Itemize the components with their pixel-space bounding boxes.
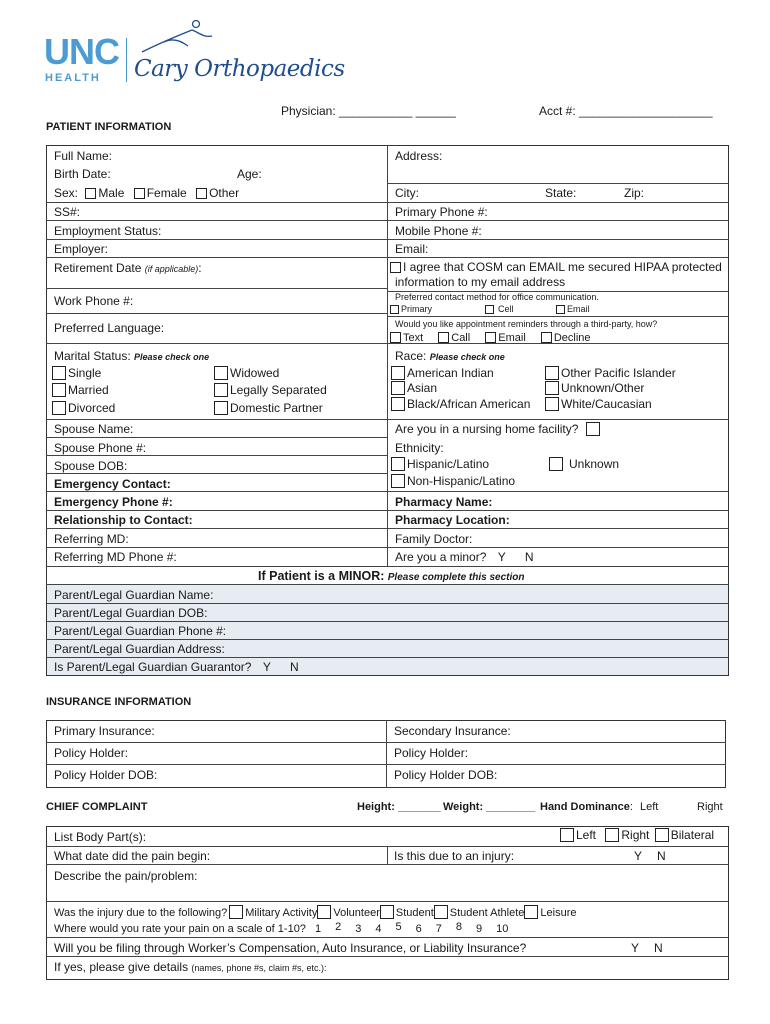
details-label: If yes, please give details [54,960,189,974]
referring-md-phone-field[interactable]: Referring MD Phone #: [54,550,177,564]
retirement-colon: : [198,261,202,275]
patient-information-title: PATIENT INFORMATION [46,121,172,133]
pain-scale-question: Where would you rate your pain on a scale of 1-10? [54,923,306,935]
guardian-guarantor-row [54,660,299,674]
minor-section-title [258,569,524,585]
divorced-checkbox[interactable] [52,401,66,415]
physician-field[interactable]: Physician: ___________ ______ [281,104,456,118]
male-checkbox[interactable] [85,188,96,199]
minor-title: If Patient is a MINOR: [258,569,385,583]
contact-primary-option: Primary [390,304,432,314]
minor-no-option[interactable]: N [524,550,534,564]
workers-comp-yes-option[interactable]: Y [631,941,640,955]
female-checkbox[interactable] [134,188,145,199]
pain-scale-option-10[interactable]: 10 [496,923,509,935]
single-checkbox[interactable] [52,366,66,380]
student-athlete-checkbox[interactable] [434,905,448,919]
marital-status-label: Marital Status: [54,349,131,363]
race-white-option: White/Caucasian [545,397,652,411]
secondary-holder-dob-field[interactable]: Policy Holder DOB: [394,768,498,782]
guardian-phone-field[interactable]: Parent/Legal Guardian Phone #: [54,624,227,638]
domestic-partner-checkbox[interactable] [214,401,228,415]
weight-field[interactable]: Weight: ________ [443,801,536,813]
race-unknown-option: Unknown/Other [545,381,644,395]
describe-pain-field[interactable]: Describe the pain/problem: [54,869,198,883]
pain-scale-option-2[interactable]: 2 [335,921,342,933]
nursing-home-row [395,422,602,436]
primary-policy-holder-field[interactable]: Policy Holder: [54,746,129,760]
ethnicity-hispanic-option: Hispanic/Latino [391,457,489,471]
account-number-field[interactable]: Acct #: ____________________ [539,104,713,118]
reminders-options: Text Call Email Decline [390,331,591,345]
race-heading [395,349,505,364]
email-consent-checkbox[interactable] [390,262,401,273]
zip-field[interactable]: Zip: [624,186,645,200]
referring-md-field[interactable]: Referring MD: [54,532,129,546]
marital-single-option: Single [52,366,101,380]
employment-status-field[interactable]: Employment Status: [54,224,162,238]
nursing-home-checkbox[interactable] [586,422,600,436]
guarantor-no-option[interactable]: N [289,660,299,674]
race-label: Race: [395,349,427,363]
workers-comp-no-option[interactable]: N [654,941,663,955]
widowed-checkbox[interactable] [214,366,228,380]
pain-scale-row [54,922,508,936]
spouse-dob-field[interactable]: Spouse DOB: [54,459,128,473]
nursing-home-question: Are you in a nursing home facility? [395,422,579,436]
body-side-options: Left Right Bilateral [560,828,714,842]
chief-complaint-title: CHIEF COMPLAINT [46,801,148,813]
hispanic-checkbox[interactable] [391,457,405,471]
male-label: Male [98,186,125,200]
minor-question-row [395,550,534,564]
other-checkbox[interactable] [196,188,207,199]
pain-scale-option-7[interactable]: 7 [435,923,442,935]
other-label: Other [209,186,240,200]
pain-scale-option-3[interactable]: 3 [355,923,362,935]
email-field[interactable]: Email: [395,242,429,256]
guarantor-question: Is Parent/Legal Guardian Guarantor? [54,660,252,674]
email-consent-text-2: information to my email address [395,275,566,289]
side-bilateral-checkbox[interactable] [655,828,669,842]
marital-status-heading [54,349,209,364]
patient-column-divider [387,145,388,566]
primary-insurance-field[interactable]: Primary Insurance: [54,724,155,738]
secondary-policy-holder-field[interactable]: Policy Holder: [394,746,469,760]
white-caucasian-checkbox[interactable] [545,397,559,411]
asian-checkbox[interactable] [391,381,405,395]
injury-cause-question: Was the injury due to the following? [54,907,228,919]
pain-scale-option-4[interactable]: 4 [375,923,382,935]
unc-health-logo [44,31,126,84]
height-field[interactable]: Height: _______ [357,801,441,813]
minor-subtitle: Please complete this section [387,572,525,583]
marital-domestic-option: Domestic Partner [214,401,323,415]
email-consent-row [390,260,722,274]
guardian-address-field[interactable]: Parent/Legal Guardian Address: [54,642,225,656]
if-applicable-note: (if applicable) [144,264,199,274]
insurance-information-title: INSURANCE INFORMATION [46,696,192,708]
preferred-contact-label: Preferred contact method for office communication. [395,292,599,302]
contact-email-option: Email [556,304,590,314]
injury-question: Is this due to an injury: [394,849,515,863]
hand-dominance-row [540,800,658,814]
guarantor-yes-option[interactable]: Y [262,660,271,674]
emergency-contact-field[interactable]: Emergency Contact: [54,477,171,491]
pain-scale-option-1[interactable]: 1 [315,923,322,935]
guardian-dob-field[interactable]: Parent/Legal Guardian DOB: [54,606,208,620]
sex-label: Sex: [54,186,79,200]
pain-scale-option-8[interactable]: 8 [455,921,462,933]
state-field[interactable]: State: [545,186,577,200]
marital-separated-option: Legally Separated [214,383,327,397]
contact-email-checkbox[interactable] [556,305,565,314]
secondary-insurance-field[interactable]: Secondary Insurance: [394,724,511,738]
military-checkbox[interactable] [229,905,243,919]
ethnicity-label: Ethnicity: [395,441,444,455]
address-field[interactable]: Address: [395,149,443,163]
primary-phone-field[interactable]: Primary Phone #: [395,205,488,219]
reminder-email-checkbox[interactable] [485,332,496,343]
ethnicity-unknown-option: Unknown [549,457,619,471]
race-american-indian-option: American Indian [391,366,494,380]
marital-widowed-option: Widowed [214,366,279,380]
hand-dominance-label: Hand Dominance [540,801,630,813]
unknown-other-checkbox[interactable] [545,381,559,395]
ethnicity-unknown-checkbox[interactable] [549,457,563,471]
pharmacy-name-field[interactable]: Pharmacy Name: [395,495,493,509]
city-field[interactable]: City: [395,186,419,200]
retirement-date-field[interactable] [54,261,202,276]
pain-scale-option-5[interactable]: 5 [395,921,402,933]
full-name-field[interactable]: Full Name: [54,149,113,163]
minor-question: Are you a minor? [395,550,487,564]
married-checkbox[interactable] [52,383,66,397]
leisure-checkbox[interactable] [524,905,538,919]
contact-primary-checkbox[interactable] [390,305,399,314]
email-consent-text-1: I agree that COSM can EMAIL me secured HIPAA protected [403,260,722,274]
emergency-phone-field[interactable]: Emergency Phone #: [54,495,173,509]
preferred-language-field[interactable]: Preferred Language: [54,321,165,335]
pain-begin-field[interactable]: What date did the pain begin: [54,849,211,863]
injury-no-option[interactable]: N [657,849,666,863]
pain-scale-option-9[interactable]: 9 [476,923,483,935]
marital-check-one-note: Please check one [134,352,210,362]
work-phone-field[interactable]: Work Phone #: [54,294,134,308]
age-field[interactable]: Age: [237,167,262,181]
marital-divorced-option: Divorced [52,401,115,415]
body-parts-field[interactable]: List Body Part(s): [54,830,147,844]
details-field[interactable] [54,960,326,975]
family-doctor-field[interactable]: Family Doctor: [395,532,473,546]
retirement-date-label: Retirement Date [54,261,142,275]
side-left-checkbox[interactable] [560,828,574,842]
contact-cell-checkbox[interactable] [485,305,494,314]
logo-org-name: Cary Orthopaedics [134,56,345,82]
race-black-option: Black/African American [391,397,530,411]
american-indian-checkbox[interactable] [391,366,405,380]
injury-cause-row: Was the injury due to the following? Military Activity Volunteer Student Student Athlete Leisure [54,907,577,919]
hand-dominance-colon: : [629,801,633,813]
guardian-name-field[interactable]: Parent/Legal Guardian Name: [54,588,214,602]
reminder-call-checkbox[interactable] [438,332,449,343]
logo-health-text: HEALTH [45,72,101,84]
workers-comp-question: Will you be filing through Worker’s Compensation, Auto Insurance, or Liability Insurance? [54,941,527,955]
reminders-label: Would you like appointment reminders through a third-party, how? [395,319,658,329]
pharmacy-location-field[interactable]: Pharmacy Location: [395,513,510,527]
black-african-american-checkbox[interactable] [391,397,405,411]
race-check-one-note: Please check one [429,352,505,362]
pain-scale-option-6[interactable]: 6 [415,923,422,935]
contact-cell-option: Cell [485,304,514,314]
details-hint: (names, phone #s, claim #s, etc.): [191,963,327,973]
running-figure-icon [138,18,218,56]
marital-married-option: Married [52,383,109,397]
logo-unc-text: UNC [44,31,119,72]
volunteer-checkbox[interactable] [317,905,331,919]
legally-separated-checkbox[interactable] [214,383,228,397]
ethnicity-non-hispanic-option: Non-Hispanic/Latino [391,474,515,488]
employer-field[interactable]: Employer: [54,242,109,256]
pacific-islander-checkbox[interactable] [545,366,559,380]
hand-right-option[interactable]: Right [697,801,723,813]
pain-scale-options [309,923,508,935]
hand-left-option[interactable]: Left [639,801,659,813]
spouse-name-field[interactable]: Spouse Name: [54,422,134,436]
spouse-phone-field[interactable]: Spouse Phone #: [54,441,147,455]
female-label: Female [146,186,187,200]
injury-yes-option[interactable]: Y [634,849,643,863]
student-checkbox[interactable] [380,905,394,919]
relationship-field[interactable]: Relationship to Contact: [54,513,193,527]
birth-date-field[interactable]: Birth Date: [54,167,111,181]
ssn-field[interactable]: SS#: [54,205,81,219]
sex-row [54,186,239,200]
reminder-decline-checkbox[interactable] [541,332,552,343]
race-asian-option: Asian [391,381,437,395]
mobile-phone-field[interactable]: Mobile Phone #: [395,224,482,238]
logo-divider [126,38,127,82]
race-pacific-option: Other Pacific Islander [545,366,676,380]
non-hispanic-checkbox[interactable] [391,474,405,488]
primary-holder-dob-field[interactable]: Policy Holder DOB: [54,768,158,782]
side-right-checkbox[interactable] [605,828,619,842]
reminder-text-checkbox[interactable] [390,332,401,343]
minor-yes-option[interactable]: Y [497,550,506,564]
